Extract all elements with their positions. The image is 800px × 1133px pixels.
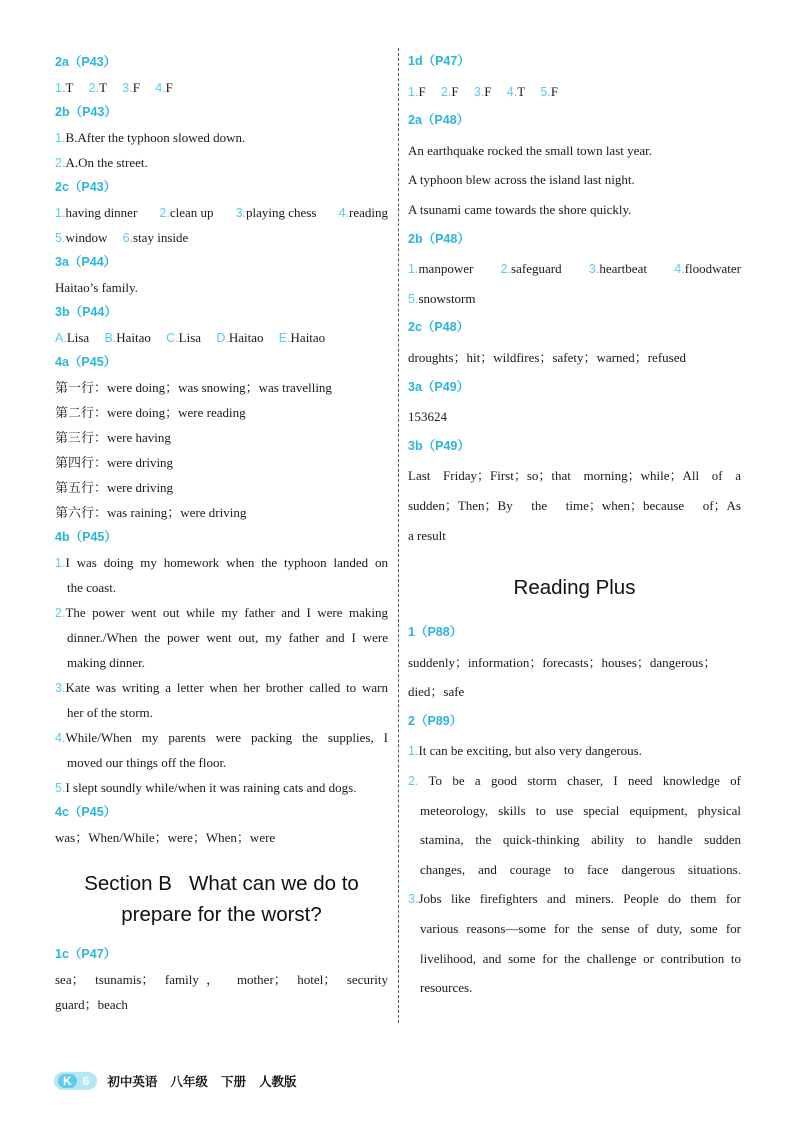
answer-line: making dinner. (67, 655, 145, 670)
section-head: 2a（P43） (55, 55, 117, 69)
answer-line: guard；beach (55, 997, 128, 1012)
section-head: 4b（P45） (55, 530, 117, 544)
section-head: 1（P88） (408, 625, 463, 640)
answer-line: livelihood, and some for the challenge or contribution to (420, 950, 741, 966)
answer-line: 1.B.After the typhoon slowed down. (55, 130, 246, 145)
answer-row: 1.having dinner 2.clean up 3.playing chess 4.reading (55, 205, 388, 220)
answer-line: died；safe (408, 684, 465, 700)
answer-line: various reasons—some for the sense of duty, some for (420, 921, 741, 937)
answer-row: 1.T 2.T 3.F 4.F (55, 80, 173, 95)
answer-row: 5.window 6.stay inside (55, 230, 189, 245)
answer-row: A.Lisa B.Haitao C.Lisa D.Haitao E.Haitao (55, 330, 326, 345)
book-title: 初中英语 八年级 下册 人教版 (107, 1074, 297, 1089)
answer-line: 2.A.On the street. (55, 155, 148, 170)
answer-line: sudden；Then；By the time；when；because of；As (408, 497, 741, 513)
answer-line: 3.Kate was writing a letter when her brother called to warn (55, 680, 388, 695)
section-head: 1d（P47） (408, 54, 470, 68)
book-letter-icon: K (58, 1074, 77, 1088)
answer-line: A typhoon blew across the island last night. (408, 172, 635, 188)
answer-line: Last Friday；First；so；that morning；while；All of a (408, 468, 741, 484)
section-head: 3a（P44） (55, 255, 117, 269)
answer-line: her of the storm. (67, 705, 153, 720)
answer-line: moved our things off the floor. (67, 755, 227, 770)
page-footer (54, 1070, 297, 1092)
answer-line: 1.It can be exciting, but also very dangerous. (408, 743, 642, 759)
section-b-title: Section B What can we do to prepare for the worst? (84, 872, 359, 926)
answer-line: 第五行：were driving (55, 480, 174, 495)
answer-line: 第六行：was raining；were driving (55, 505, 247, 520)
answer-line: 3.Jobs like firefighters and miners. People do them for (408, 891, 741, 907)
answer-line: 4.While/When my parents were packing the supplies, I (55, 730, 388, 745)
answer-line: 1.I was doing my homework when the typhoon landed on (55, 555, 388, 570)
column-divider (398, 48, 399, 1023)
answer-row: 1.F 2.F 3.F 4.T 5.F (408, 83, 559, 99)
answer-line: changes, and courage to face dangerous situations. (420, 861, 741, 877)
answer-line: A tsunami came towards the shore quickly. (408, 201, 632, 217)
answer-line: 2.The power went out while my father and I were making (55, 605, 388, 620)
answer-line: the coast. (67, 580, 117, 595)
reading-plus-title: Reading Plus (513, 576, 636, 600)
section-head: 4a（P45） (55, 355, 117, 369)
answer-line: 5.snowstorm (408, 290, 476, 306)
section-head: 2b（P43） (55, 105, 117, 119)
left-column (55, 50, 388, 1017)
section-head: 4c（P45） (55, 805, 117, 819)
section-head: 2（P89） (408, 713, 463, 728)
page-number-badge (54, 1072, 97, 1090)
answer-line: 153624 (408, 409, 447, 425)
answer-line: droughts；hit；wildfires；safety；warned；refused (408, 349, 686, 365)
section-head: 3b（P44） (55, 305, 117, 319)
answer-line: Haitao’s family. (55, 280, 138, 295)
answer-line: 5.I slept soundly while/when it was raining cats and dogs. (55, 780, 357, 795)
section-head: 2c（P48） (408, 320, 470, 335)
section-head: 2b（P48） (408, 231, 470, 246)
answer-line: stamina, the quick-thinking ability to handle sudden (420, 832, 741, 848)
answer-line: 第一行：were doing；was snowing；was travelling (55, 380, 332, 395)
section-head: 2a（P48） (408, 113, 470, 128)
answer-line: An earthquake rocked the small town last year. (408, 142, 653, 158)
answer-line: dinner./When the power went out, my father and I were (67, 630, 388, 645)
section-head: 2c（P43） (55, 180, 117, 194)
answer-line: was；When/While；were；When；were (55, 830, 276, 845)
page-number: 6 (82, 1074, 90, 1088)
answer-line: 第四行：were driving (55, 455, 174, 470)
section-head: 3b（P49） (408, 438, 470, 453)
answer-line: 2. To be a good storm chaser, I need knowledge of (408, 773, 741, 789)
right-column (408, 47, 741, 1003)
answer-line: a result (408, 527, 446, 543)
answer-line: meteorology, skills to use special equipment, physical (420, 802, 741, 818)
section-head: 3a（P49） (408, 379, 470, 394)
answer-line: 第三行：were having (55, 430, 171, 445)
answer-line: sea； tsunamis； family， mother； hotel； security (55, 972, 388, 987)
answer-line: 第二行：were doing；were reading (55, 405, 246, 420)
answer-row: 1.manpower 2.safeguard 3.heartbeat 4.floodwater (408, 261, 741, 277)
section-head: 1c（P47） (55, 947, 117, 961)
answer-line: suddenly；information；forecasts；houses；dangerous； (408, 654, 717, 670)
answer-line: resources. (420, 980, 473, 996)
